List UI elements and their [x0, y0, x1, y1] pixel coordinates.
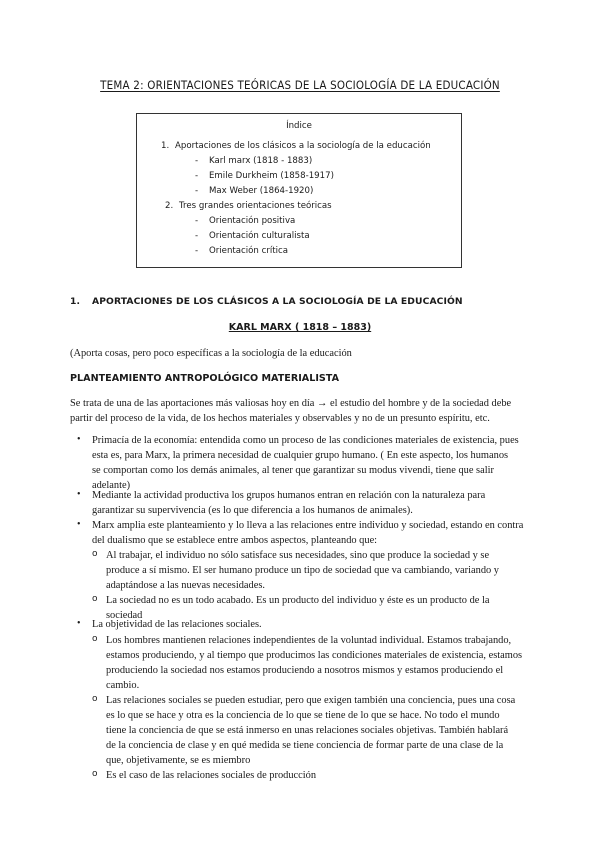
- index-subitem: - Max Weber (1864-1920): [195, 186, 314, 196]
- bullet-marker: •: [77, 434, 81, 445]
- intro-text: (Aporta cosas, pero poco específicas a la sociología de la educación: [70, 348, 352, 359]
- sub-bullet-line: Las relaciones sociales se pueden estudiar, pero que exigen también una conciencia, pues una cosa: [106, 695, 516, 706]
- bullet-line: esta es, para Marx, la primera necesidad de cualquier grupo humano. ( En este aspecto, los humanos: [92, 450, 509, 461]
- bullet-line: se comportan como los demás animales, al tener que garantizar su modus vivendi, tiene que salir: [92, 465, 494, 476]
- bullet-line: garantizar su supervivencia (es lo que diferencia a los humanos de animales).: [92, 505, 413, 516]
- sub-bullet-line: produce a sí mismo. El ser humano produce un tipo de sociedad que va cambiando, variando y: [106, 565, 500, 576]
- index-item-1: 1. Aportaciones de los clásicos a la sociología de la educación: [161, 141, 431, 151]
- bullet-line: Marx amplia este planteamiento y lo lleva a las relaciones entre individuo y sociedad, estando en contra: [92, 520, 524, 531]
- paragraph-line: Se trata de una de las aportaciones más valiosas hoy en día → el estudio del hombre y de la sociedad debe: [70, 398, 512, 409]
- sub-bullet-line: que, objetivamente, se es miembro: [106, 755, 251, 766]
- index-subitem: - Orientación crítica: [195, 246, 288, 256]
- sub-bullet-line: de la conciencia de clase y en qué medida se tiene conciencia de formar parte de una clase de la: [106, 740, 504, 751]
- marx-subtitle: KARL MARX ( 1818 – 1883): [228, 322, 372, 333]
- circle-marker: o: [92, 769, 98, 779]
- bullet-marker: •: [77, 519, 81, 530]
- sub-bullet-line: sociedad: [106, 610, 143, 621]
- sub-bullet-line: Al trabajar, el individuo no sólo satisface sus necesidades, sino que produce la sociedad y se: [106, 550, 490, 561]
- sub-bullet-line: cambio.: [106, 680, 140, 691]
- index-subitem: - Karl marx (1818 - 1883): [195, 156, 313, 166]
- bullet-line: adelante): [92, 480, 131, 491]
- bullet-line: La objetividad de las relaciones sociales.: [92, 619, 262, 630]
- bullet-marker: •: [77, 618, 81, 629]
- sub-bullet-line: Es el caso de las relaciones sociales de producción: [106, 770, 317, 781]
- index-title: Índice: [286, 121, 312, 131]
- sub-bullet-line: La sociedad no es un todo acabado. Es un producto del individuo y éste es un producto de la: [106, 595, 490, 606]
- bullet-marker: •: [77, 489, 81, 500]
- section-heading: 1. APORTACIONES DE LOS CLÁSICOS A LA SOCIOLOGÍA DE LA EDUCACIÓN: [70, 296, 463, 307]
- sub-bullet-line: adaptándose a las nuevas necesidades.: [106, 580, 265, 591]
- circle-marker: o: [92, 594, 98, 604]
- sub-bullet-line: tiene la conciencia de que se está inmerso en unas relaciones sociales objetivas. También hablará: [106, 725, 509, 736]
- sub-bullet-line: produciendo la sociedad nos estamos produciendo a nosotros mismos y estamos produciendo el: [106, 665, 504, 676]
- circle-marker: o: [92, 694, 98, 704]
- circle-marker: o: [92, 549, 98, 559]
- paragraph-line: partir del proceso de la vida, de los hechos materiales y observables y no de un presunto espíritu, etc.: [70, 413, 490, 424]
- bullet-line: del dualismo que se establece entre ambos aspectos, planteando que:: [92, 535, 378, 546]
- sub-bullet-line: Los hombres mantienen relaciones independientes de la voluntad individual. Estamos trabajando,: [106, 635, 512, 646]
- bullet-line: Primacía de la economía: entendida como un proceso de las condiciones materiales de existencia, pues: [92, 435, 519, 446]
- index-subitem: - Orientación culturalista: [195, 231, 310, 241]
- subsection-heading: PLANTEAMIENTO ANTROPOLÓGICO MATERIALISTA: [70, 373, 340, 384]
- bullet-line: Mediante la actividad productiva los grupos humanos entran en relación con la naturaleza para: [92, 490, 486, 501]
- index-subitem: - Orientación positiva: [195, 216, 296, 226]
- document-title: TEMA 2: ORIENTACIONES TEÓRICAS DE LA SOCIOLOGÍA DE LA EDUCACIÓN: [100, 78, 500, 92]
- index-item-2: 2. Tres grandes orientaciones teóricas: [165, 201, 332, 211]
- index-subitem: - Emile Durkheim (1858-1917): [195, 171, 334, 181]
- sub-bullet-line: es lo que se hace y otra es la conciencia de lo que se tiene de lo que se hace. No todo el mundo: [106, 710, 500, 721]
- index-box: [136, 113, 462, 268]
- sub-bullet-line: estamos produciendo, y al tiempo que producimos las condiciones materiales de existencia, estamos: [106, 650, 523, 661]
- circle-marker: o: [92, 634, 98, 644]
